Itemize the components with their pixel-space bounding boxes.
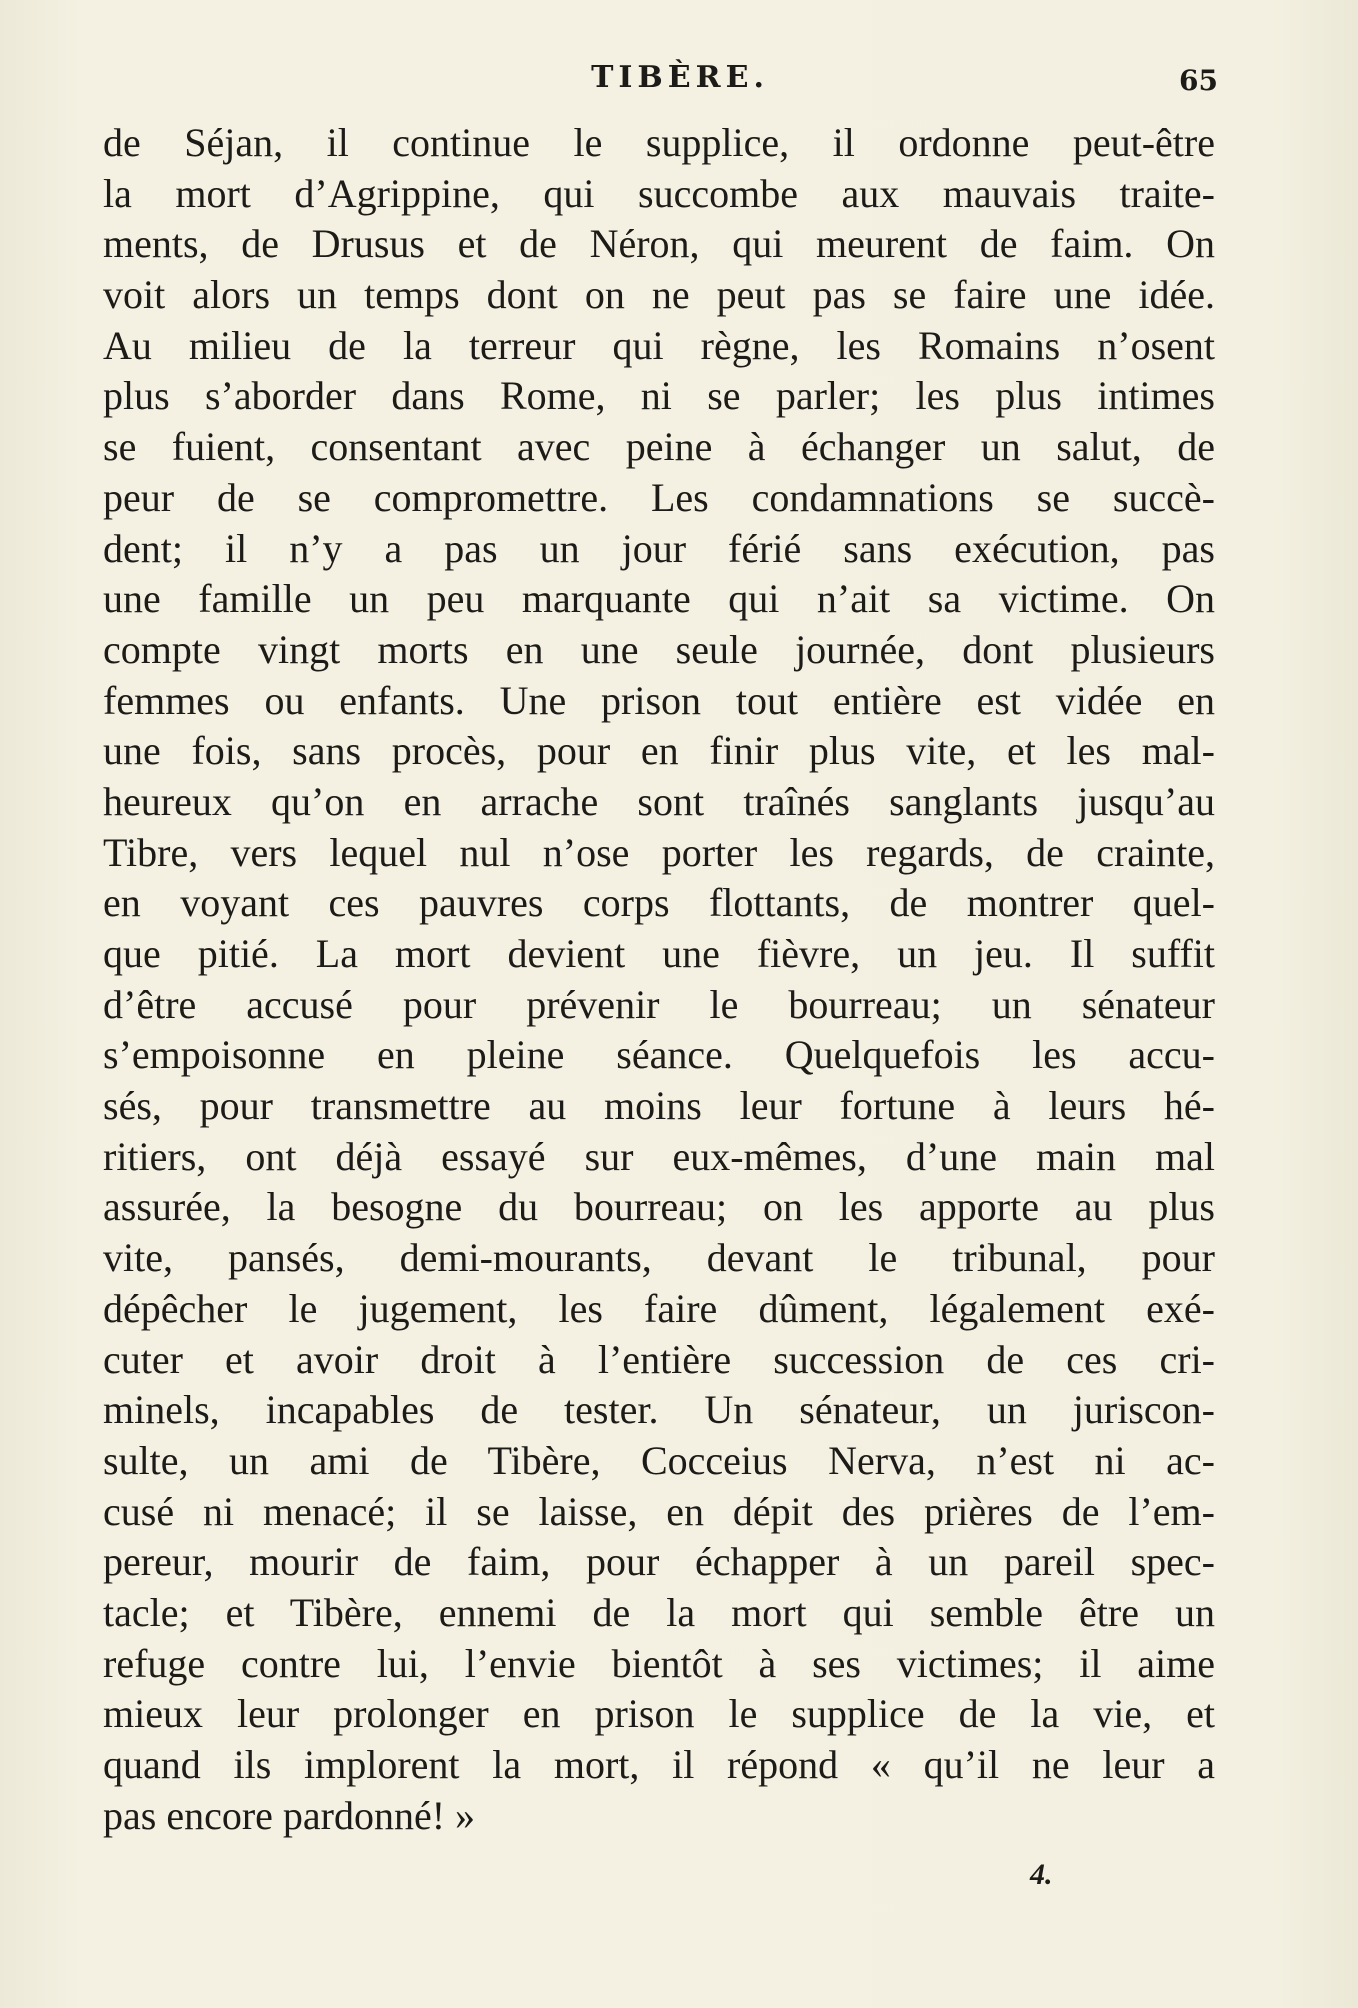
text-line: une famille un peu marquante qui n’ait sa victime. On xyxy=(103,576,1215,622)
text-line: femmes ou enfants. Une prison tout entière est vidée en xyxy=(103,677,1215,723)
text-line: sés, pour transmettre au moins leur fortune à leurs hé- xyxy=(103,1083,1215,1129)
text-line: en voyant ces pauvres corps flottants, de montrer quel- xyxy=(103,880,1215,926)
text-line: minels, incapables de tester. Un sénateur, un juriscon- xyxy=(103,1387,1215,1433)
text-line: plus s’aborder dans Rome, ni se parler; les plus intimes xyxy=(103,373,1215,419)
text-line: la mort d’Agrippine, qui succombe aux mauvais traite- xyxy=(103,170,1215,216)
text-line: ritiers, ont déjà essayé sur eux-mêmes, d’une main mal xyxy=(103,1133,1215,1179)
text-line: dent; il n’y a pas un jour férié sans exécution, pas xyxy=(103,525,1215,571)
running-title: TIBÈRE. xyxy=(591,60,769,95)
signature-mark: 4. xyxy=(1030,1858,1053,1891)
text-line: de Séjan, il continue le supplice, il ordonne peut-être xyxy=(103,120,1215,165)
text-line: pereur, mourir de faim, pour échapper à un pareil spec- xyxy=(103,1539,1215,1585)
page-number: 65 xyxy=(1179,64,1218,97)
text-line-last: pas encore pardonné! » xyxy=(103,1792,476,1838)
text-line: cuter et avoir droit à l’entière succession de ces cri- xyxy=(103,1336,1215,1382)
text-line: se fuient, consentant avec peine à échanger un salut, de xyxy=(103,424,1215,470)
text-line: Tibre, vers lequel nul n’ose porter les regards, de crainte, xyxy=(103,829,1215,875)
body-text xyxy=(103,118,1215,1841)
text-line: Au milieu de la terreur qui règne, les Romains n’osent xyxy=(103,322,1215,368)
text-line: peur de se compromettre. Les condamnations se succè- xyxy=(103,474,1215,520)
text-line: cusé ni menacé; il se laisse, en dépit des prières de l’em- xyxy=(103,1488,1215,1534)
text-line: dépêcher le jugement, les faire dûment, légalement exé- xyxy=(103,1285,1215,1331)
text-line: d’être accusé pour prévenir le bourreau; un sénateur xyxy=(103,981,1215,1027)
running-head xyxy=(0,60,1358,104)
text-line: tacle; et Tibère, ennemi de la mort qui semble être un xyxy=(103,1589,1215,1635)
text-line: assurée, la besogne du bourreau; on les apporte au plus xyxy=(103,1184,1215,1230)
text-line: quand ils implorent la mort, il répond « qu’il ne leur a xyxy=(103,1742,1215,1787)
text-line: mieux leur prolonger en prison le supplice de la vie, et xyxy=(103,1691,1215,1737)
text-line: vite, pansés, demi-mourants, devant le tribunal, pour xyxy=(103,1235,1215,1281)
text-line: refuge contre lui, l’envie bientôt à ses victimes; il aime xyxy=(103,1640,1215,1686)
text-line: s’empoisonne en pleine séance. Quelquefois les accu- xyxy=(103,1032,1215,1078)
text-line: que pitié. La mort devient une fièvre, un jeu. Il suffit xyxy=(103,931,1215,976)
text-line: ments, de Drusus et de Néron, qui meurent de faim. On xyxy=(103,221,1215,267)
text-line: heureux qu’on en arrache sont traînés sanglants jusqu’au xyxy=(103,778,1215,824)
text-line: une fois, sans procès, pour en finir plus vite, et les mal- xyxy=(103,728,1215,774)
text-line: compte vingt morts en une seule journée, dont plusieurs xyxy=(103,626,1215,672)
text-line: sulte, un ami de Tibère, Cocceius Nerva, n’est ni ac- xyxy=(103,1437,1215,1483)
text-line: voit alors un temps dont on ne peut pas se faire une idée. xyxy=(103,272,1215,318)
